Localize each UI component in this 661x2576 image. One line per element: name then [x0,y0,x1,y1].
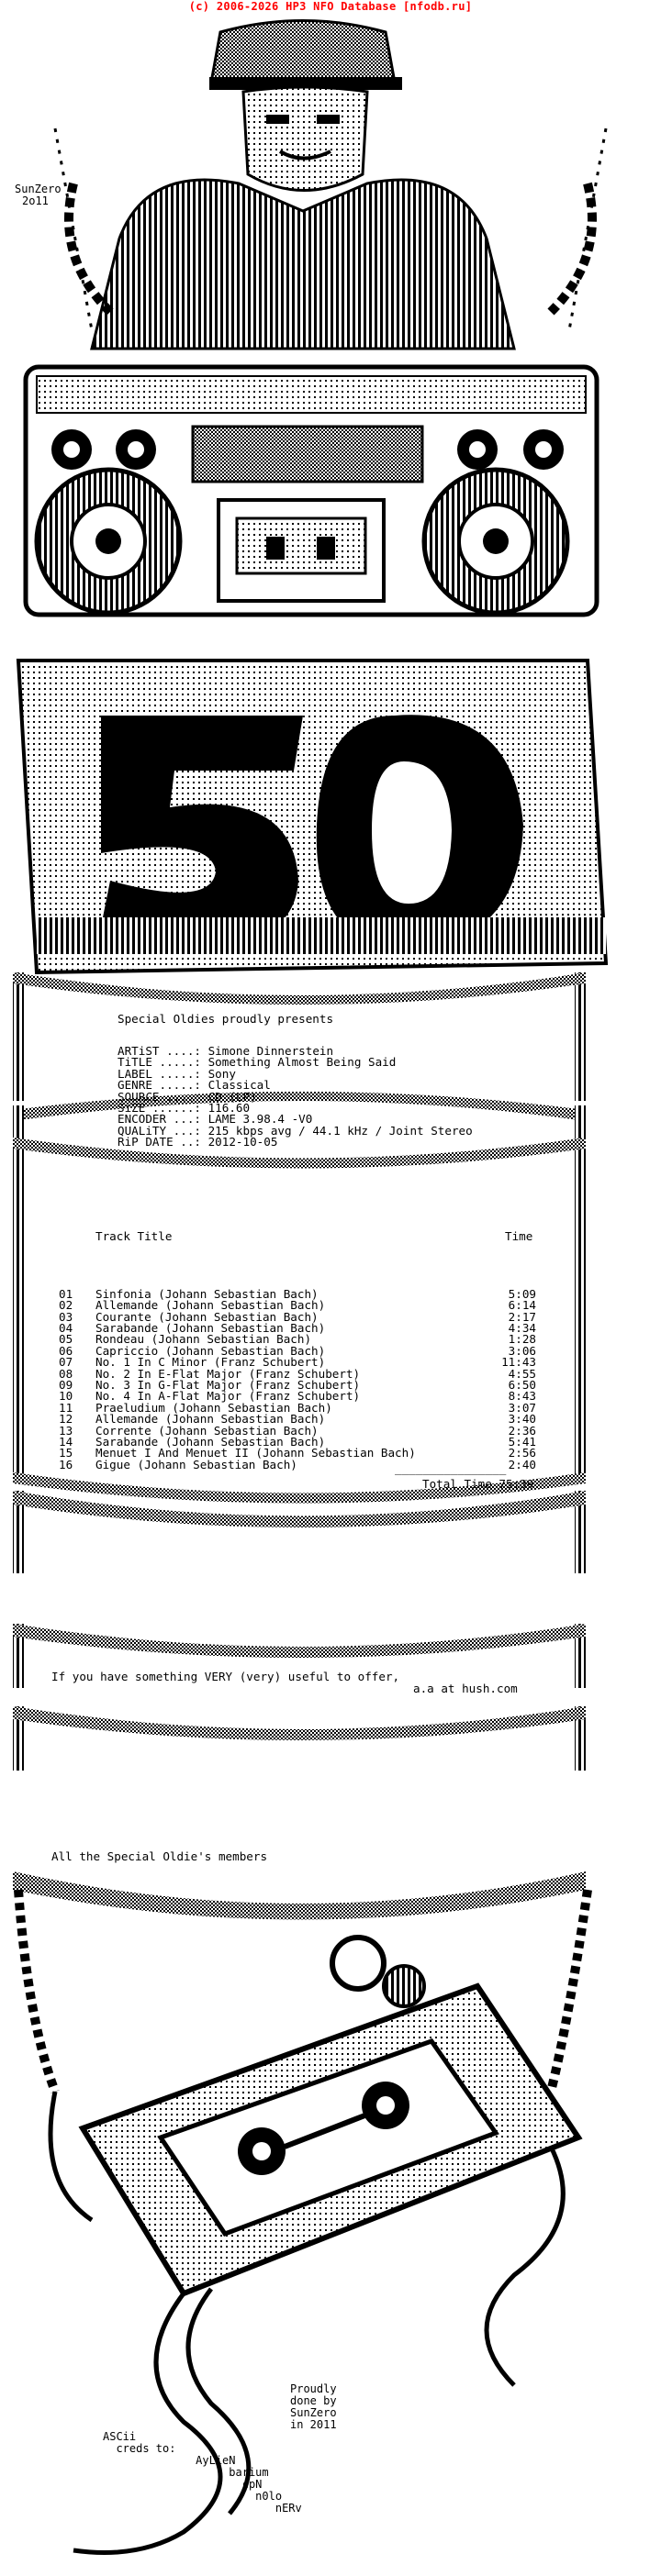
info-value: Sony [207,1066,236,1081]
info-label: QUALiTY ...: [118,1123,201,1138]
track-number: 16 [59,1457,73,1471]
info-label: ENCODER ...: [118,1112,201,1127]
track-time: 3:40 [508,1412,536,1427]
track-number: 12 [59,1412,73,1427]
boombox-art [26,367,597,615]
track-number: 05 [59,1332,73,1347]
track-number: 14 [59,1434,73,1449]
total-label: Total Time [422,1477,492,1491]
info-value: Something Almost Being Said [207,1055,397,1070]
track-number: 08 [59,1366,73,1381]
track-title: Allemande (Johann Sebastian Bach) [95,1412,326,1427]
track-time: 2:17 [508,1309,536,1324]
track-number: 15 [59,1446,73,1460]
track-time: 4:55 [508,1366,536,1381]
track-title: No. 3 In G-Flat Major (Franz Schubert) [95,1377,361,1392]
credits-ascii: ASCii creds to: AyLieN barium cpN n0lo nERv [103,2430,302,2515]
track-number: 13 [59,1423,73,1438]
track-title: Gigue (Johann Sebastian Bach) [95,1457,297,1471]
info-value: LAME 3.98.4 -V0 [207,1112,313,1127]
tracklist-header-title: Track Title [95,1229,173,1243]
info-label: TiTLE .....: [118,1055,201,1070]
track-number: 10 [59,1389,73,1404]
track-time: 6:50 [508,1377,536,1392]
track-number: 09 [59,1377,73,1392]
credits-proudly: Proudly done by SunZero in 2011 [290,2382,337,2431]
site-header: (c) 2006-2026 HP3 NFO Database [nfodb.ru] [188,0,473,13]
artist-signature [15,183,62,207]
info-value: CD (LP) [207,1089,257,1104]
track-number: 11 [59,1400,73,1415]
track-number: 02 [59,1298,73,1313]
track-time: 3:07 [508,1400,536,1415]
info-value: Classical [207,1078,271,1093]
track-number: 07 [59,1355,73,1370]
info-value: 116.60 [207,1101,251,1116]
track-title: Praeludium (Johann Sebastian Bach) [95,1400,332,1415]
track-title: Sarabande (Johann Sebastian Bach) [95,1320,326,1335]
info-label: GENRE .....: [118,1078,201,1093]
signature-name: SunZero [15,183,62,195]
tracks-container [59,1286,536,1471]
track-time: 8:43 [508,1389,536,1404]
track-time: 2:40 [508,1457,536,1471]
info-label: RiP DATE ..: [118,1135,201,1149]
contact-email: a.a at hush.com [413,1682,518,1695]
track-title: Sinfonia (Johann Sebastian Bach) [95,1286,319,1301]
track-time: 1:28 [508,1332,536,1347]
total-value: 75:39 [499,1477,534,1491]
total-time-line [422,1479,533,1490]
track-time: 6:14 [508,1298,536,1313]
total-rule: ________________ [395,1461,507,1475]
track-time: 2:56 [508,1446,536,1460]
info-label: SiZE ......: [118,1101,201,1116]
track-title: Menuet I And Menuet II (Johann Sebastian Bach) [95,1446,416,1460]
track-number: 04 [59,1320,73,1335]
figure-art [55,21,606,350]
separator-art [13,1491,586,1771]
track-number: 06 [59,1343,73,1358]
track-time: 3:06 [508,1343,536,1358]
track-title: Allemande (Johann Sebastian Bach) [95,1298,326,1313]
track-time: 2:36 [508,1423,536,1438]
info-value: 2012-10-05 [207,1135,278,1149]
info-label: ARTiST ....: [118,1044,201,1058]
signature-year: 2o11 [22,194,49,207]
tracklist-header-time: Time [505,1229,533,1243]
track-time: 5:09 [508,1286,536,1301]
info-label: LABEL .....: [118,1066,201,1081]
track-time: 4:34 [508,1320,536,1335]
track-number: 01 [59,1286,73,1301]
info-value: Simone Dinnerstein [207,1044,334,1058]
track-time: 11:43 [501,1355,536,1370]
info-label: SOURCE ....: [118,1089,201,1104]
track-title: Sarabande (Johann Sebastian Bach) [95,1434,326,1449]
members-line: All the Special Oldie's members [51,1849,268,1863]
track-title: No. 1 In C Minor (Franz Schubert) [95,1355,326,1370]
offer-line: If you have something VERY (very) useful to offer, [51,1670,400,1683]
track-title: Rondeau (Johann Sebastian Bach) [95,1332,312,1347]
release-info [118,1046,473,1149]
track-title: Courante (Johann Sebastian Bach) [95,1309,319,1324]
info-value: 215 kbps avg / 44.1 kHz / Joint Stereo [207,1123,473,1138]
intro-line: Special Oldies proudly presents [118,1012,334,1026]
track-list [59,1266,536,1493]
track-title: Capriccio (Johann Sebastian Bach) [95,1343,326,1358]
track-title: No. 2 In E-Flat Major (Franz Schubert) [95,1366,361,1381]
track-time: 5:41 [508,1434,536,1449]
track-number: 03 [59,1309,73,1324]
track-title: No. 4 In A-Flat Major (Franz Schubert) [95,1389,361,1404]
fifty-emblem-art [18,661,606,972]
track-title: Corrente (Johann Sebastian Bach) [95,1423,319,1438]
